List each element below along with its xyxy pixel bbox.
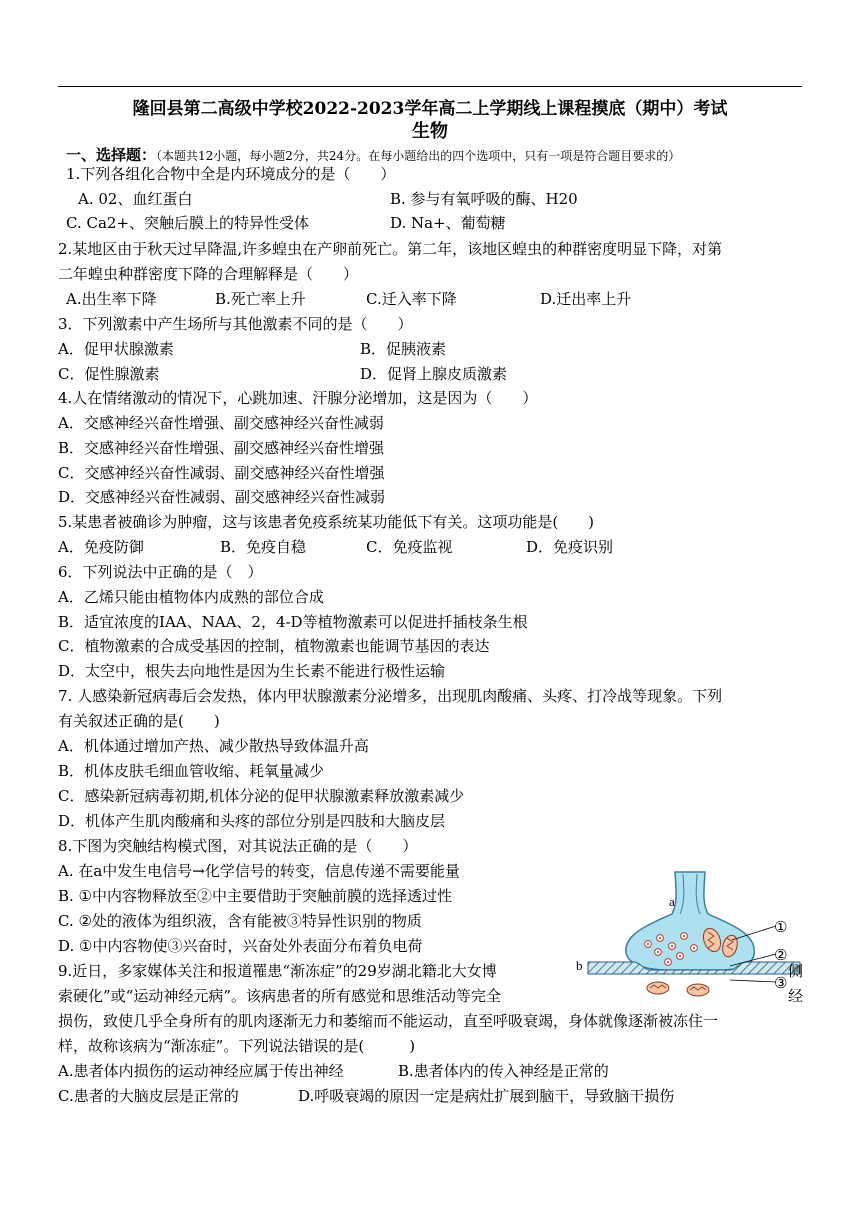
label-b: b [576,958,583,973]
question-4-option-a: A．交感神经兴奋性增强、副交感神经兴奋性减弱 [58,414,384,432]
question-1-stem: 1.下列各组化合物中全是内环境成分的是（ ） [66,165,396,183]
question-8-option-a: A. 在a中发生电信号→化学信号的转变，信息传递不需要能量 [58,862,460,880]
question-7-option-a: A．机体通过增加产热、减少散热导致体温升高 [58,737,369,755]
question-2-option-a: A.出生率下降 [66,290,157,308]
subject-title: 生物 [412,121,448,142]
question-8-option-d: D. ①中内容物使③兴奋时，兴奋处外表面分布着负电荷 [58,937,423,955]
question-5-stem: 5.某患者被确诊为肿瘤，这与该患者免疫系统某功能低下有关。这项功能是( ) [58,513,595,531]
question-9-option-c: C.患者的大脑皮层是正常的 [58,1087,239,1105]
question-9-stem-line2: 索硬化”或“运动神经元病”。该病患者的所有感觉和思维活动等完全 [58,987,502,1005]
question-9-option-d: D.呼吸衰竭的原因一定是病灶扩展到脑干，导致脑干损伤 [298,1087,675,1105]
question-2-option-b: B.死亡率上升 [215,290,306,308]
question-7-option-c: C．感染新冠病毒初期,机体分泌的促甲状腺激素释放激素减少 [58,787,465,805]
question-6-option-c: C．植物激素的合成受基因的控制，植物激素也能调节基因的表达 [58,637,490,655]
header-rule [58,86,802,87]
question-8-stem: 8.下图为突触结构模式图，对其说法正确的是（ ） [58,837,418,855]
question-4-option-d: D．交感神经兴奋性减弱、副交感神经兴奋性减弱 [58,488,386,506]
question-1-option-c: C. Ca2+、突触后膜上的特异性受体 [66,214,310,232]
question-9-stem-line1: 9.近日，多家媒体关注和报道罹患“渐冻症”的29岁湖北籍北大女博 [58,962,497,980]
question-2-stem-line1: 2.某地区由于秋天过早降温,许多蝗虫在产卵前死亡。第二年，该地区蝗虫的种群密度明显下降，对第 [58,240,723,258]
section-heading [66,144,680,165]
question-6-option-a: A．乙烯只能由植物体内成熟的部位合成 [58,588,324,606]
question-1-option-a: A. 02、血红蛋白 [78,190,193,208]
question-8-option-b: B. ①中内容物释放至②中主要借助于突触前膜的选择透过性 [58,887,453,905]
question-5-option-a: A．免疫防御 [58,538,144,556]
question-4-stem: 4.人在情绪激动的情况下，心跳加速、汗腺分泌增加，这是因为（ ） [58,389,538,407]
label-3: ③ [774,974,788,992]
question-3-option-c: C．促性腺激素 [58,365,160,383]
question-9-stem-line2-tail: 经 [788,987,804,1005]
question-6-option-d: D．太空中，根失去向地性是因为生长素不能进行极性运输 [58,662,446,680]
question-9-stem-line1-tail: 侧 [788,962,804,980]
question-4-option-c: C．交感神经兴奋性减弱、副交感神经兴奋性增强 [58,464,385,482]
label-1: ① [774,918,788,936]
question-7-stem-line1: 7. 人感染新冠病毒后会发热，体内甲状腺激素分泌增多，出现肌肉酸痛、头疼、打冷战等现象。下列 [58,687,723,705]
question-9-option-a: A.患者体内损伤的运动神经应属于传出神经 [58,1062,344,1080]
question-7-stem-line2: 有关叙述正确的是( ) [58,712,220,730]
section-label: 一、选择题： [66,146,157,164]
synapse-diagram [576,870,810,1010]
question-8-option-c: C. ②处的液体为组织液，含有能被③特异性识别的物质 [58,912,422,930]
question-7-option-d: D．机体产生肌肉酸痛和头疼的部位分别是四肢和大脑皮层 [58,812,446,830]
question-2-option-d: D.迁出率上升 [540,290,632,308]
question-1-option-d: D. Na+、葡萄糖 [390,214,506,232]
question-1-option-b: B. 参与有氧呼吸的酶、H20 [390,190,578,208]
question-3-option-b: B．促胰液素 [360,340,447,358]
question-2-stem-line2: 二年蝗虫种群密度下降的合理解释是（ ） [58,265,359,283]
question-2-option-c: C.迁入率下降 [366,290,457,308]
question-9-stem-line4: 样，故称该病为“渐冻症”。下列说法错误的是( ) [58,1037,416,1055]
question-5-option-b: B．免疫自稳 [220,538,307,556]
question-4-option-b: B．交感神经兴奋性增强、副交感神经兴奋性增强 [58,439,385,457]
question-6-stem: 6．下列说法中正确的是（ ） [58,563,263,581]
label-2: ② [774,946,788,964]
label-a: a [669,894,675,909]
question-6-option-b: B．适宜浓度的IAA、NAA、2，4-D等植物激素可以促进扦插枝条生根 [58,613,528,631]
question-5-option-d: D．免疫识别 [526,538,614,556]
question-3-option-d: D．促肾上腺皮质激素 [360,365,508,383]
exam-title: 隆回县第二高级中学校2022-2023学年高二上学期线上课程摸底（期中）考试 [132,99,728,119]
question-9-stem-line3: 损伤，致使几乎全身所有的肌肉逐渐无力和萎缩而不能运动，直至呼吸衰竭，身体就像逐渐被冻住一 [58,1012,719,1030]
question-5-option-c: C．免疫监视 [366,538,453,556]
question-9-option-b: B.患者体内的传入神经是正常的 [398,1062,609,1080]
question-3-option-a: A．促甲状腺激素 [58,340,174,358]
question-7-option-b: B．机体皮肤毛细血管收缩、耗氧量减少 [58,762,325,780]
section-note: （本题共12小题，每小题2分，共24分。在每小题给出的四个选项中，只有一项是符合题目要求的） [156,149,681,163]
question-3-stem: 3．下列激素中产生场所与其他激素不同的是（ ） [58,315,413,333]
